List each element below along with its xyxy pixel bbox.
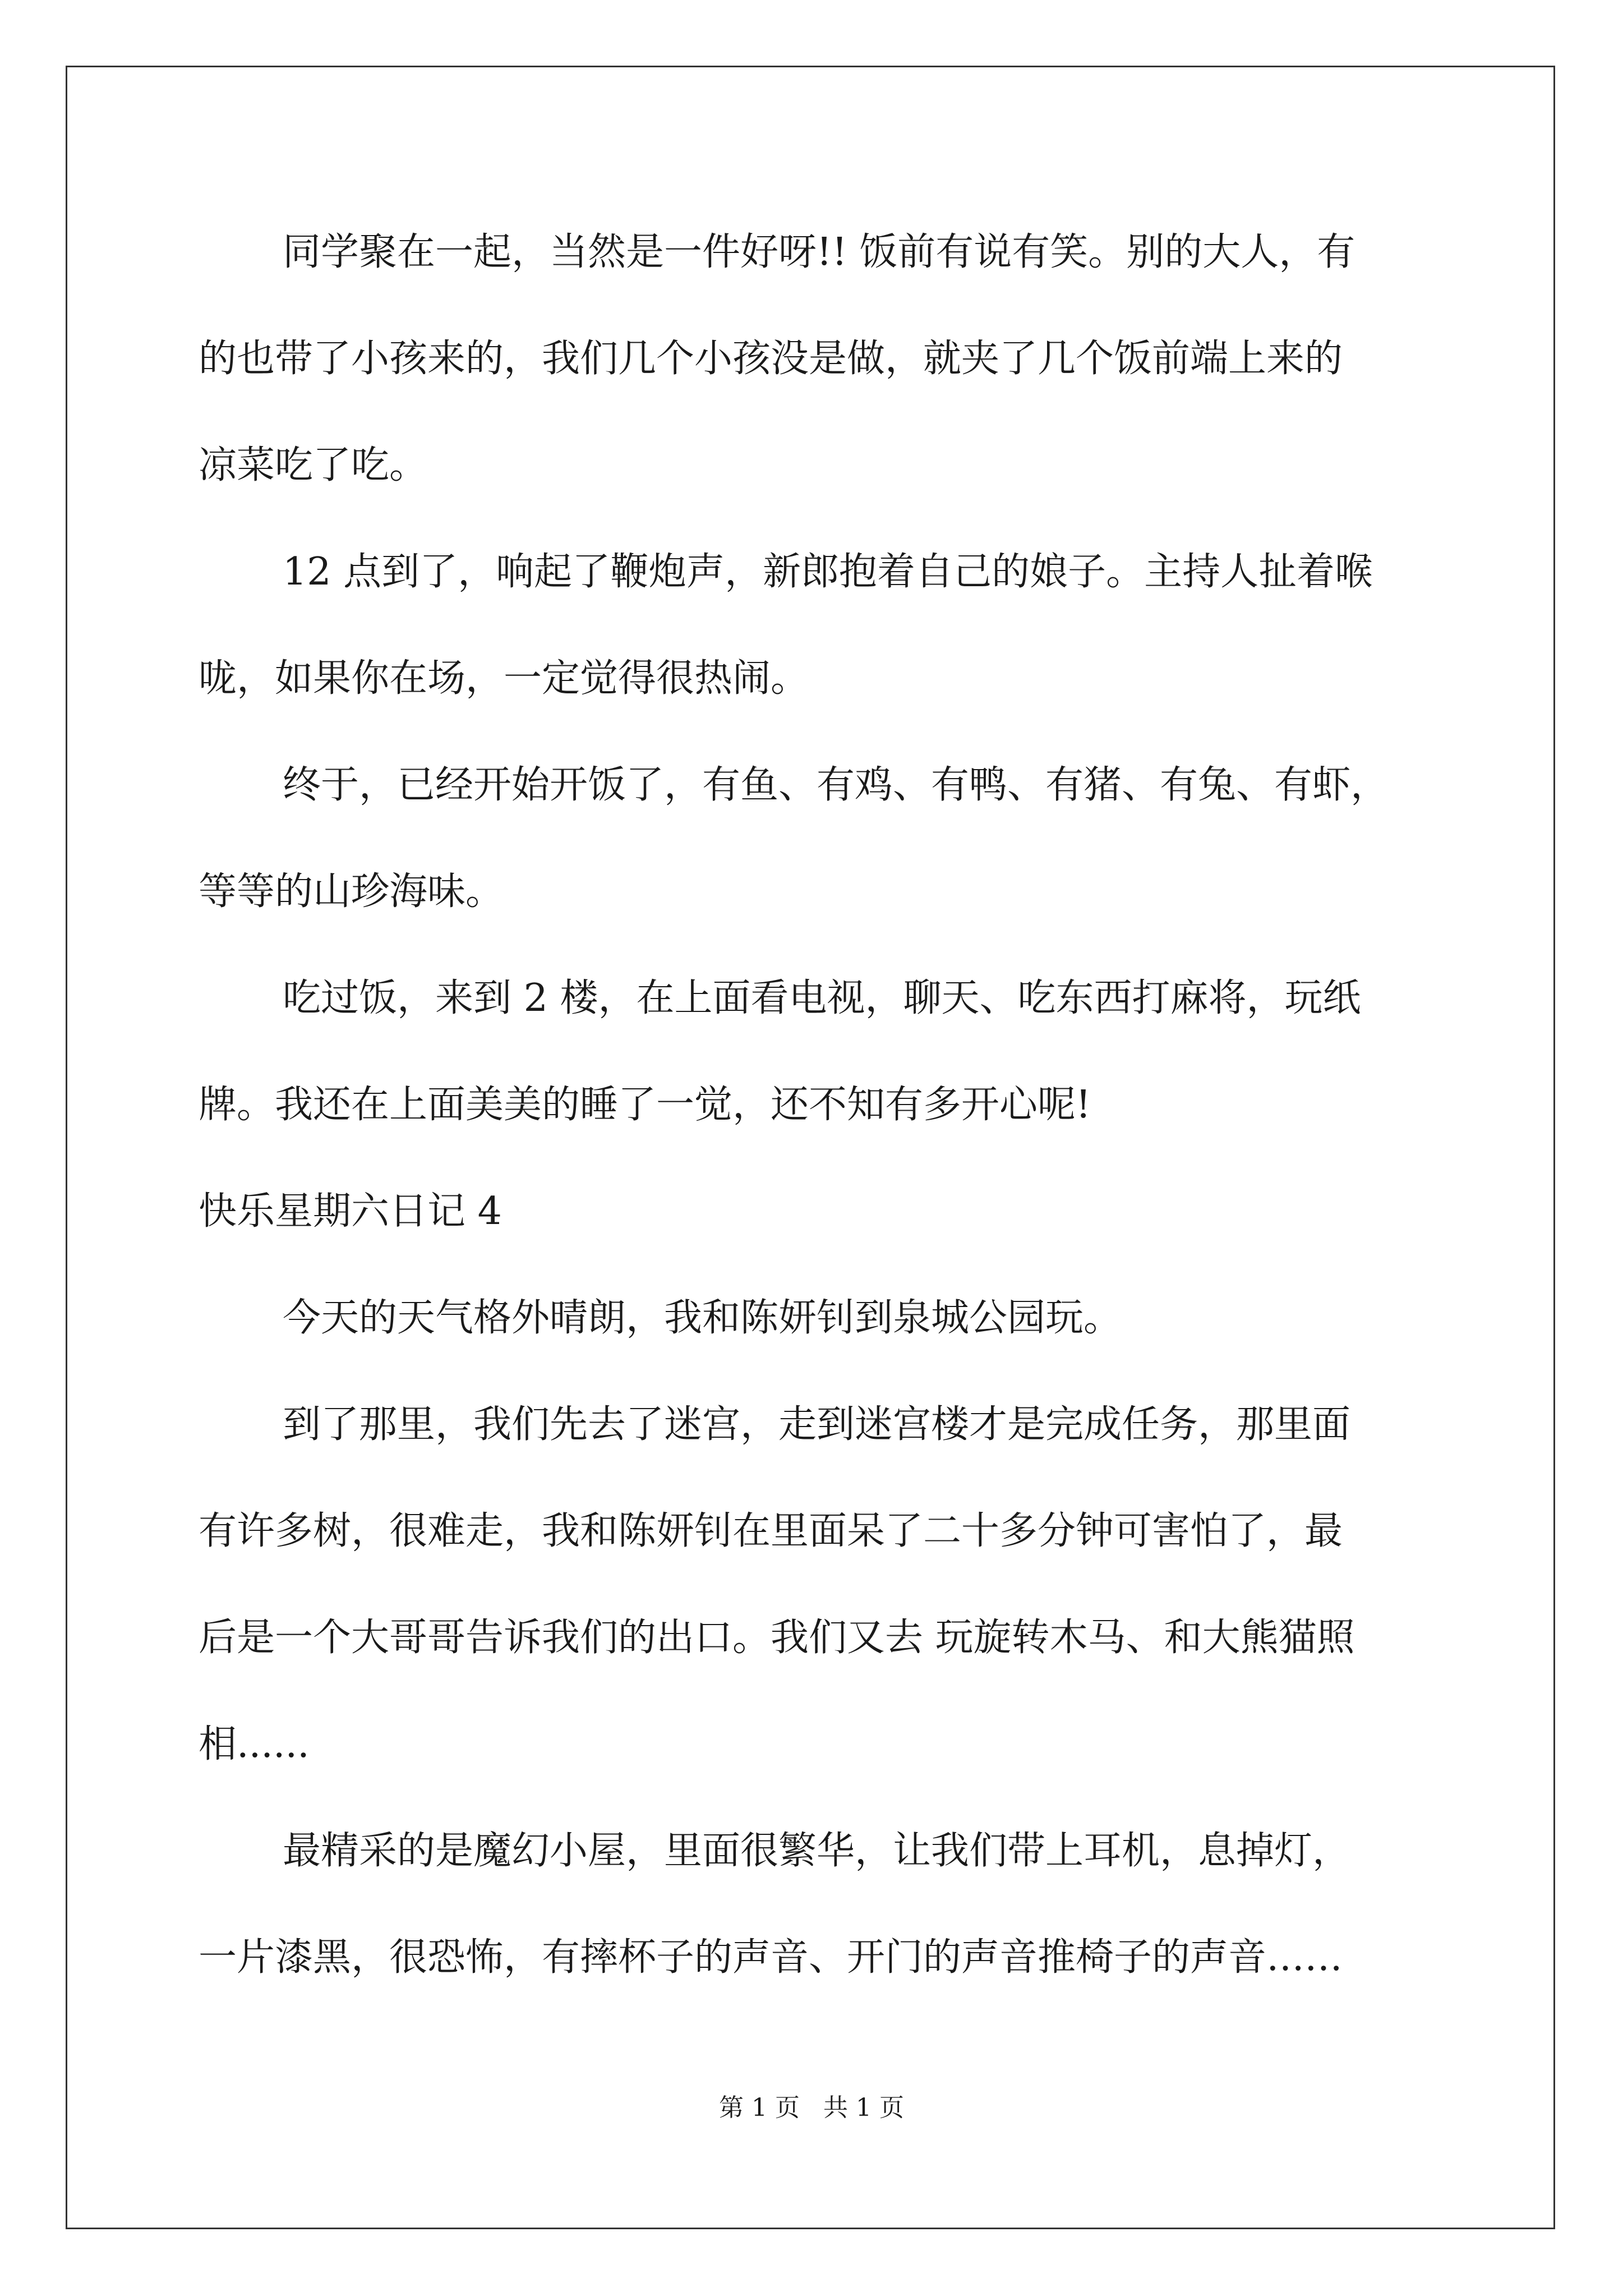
paragraph-line: 凉菜吃了吃。 [199,443,428,487]
paragraph-line: 相...... [199,1722,310,1766]
paragraph-line: 等等的山珍海味。 [199,869,504,914]
paragraph-line: 同学聚在一起，当然是一件好呀!! 饭前有说有笑。别的大人，有 [283,230,1355,274]
paragraph-line: 终于，已经开始开饭了，有鱼、有鸡、有鸭、有猪、有兔、有虾， [283,763,1389,807]
page-border [66,66,1555,2229]
page-footer: 第 1 页 共 1 页 [719,2093,904,2122]
paragraph-line: 最精采的是魔幻小屋，里面很繁华，让我们带上耳机，息掉灯， [283,1829,1351,1873]
paragraph-line: 12 点到了，响起了鞭炮声，新郎抱着自己的娘子。主持人扯着喉 [283,550,1373,594]
paragraph-line: 后是一个大哥哥告诉我们的出口。我们又去 玩旋转木马、和大熊猫照 [199,1616,1355,1660]
paragraph-line: 有许多树，很难走，我和陈妍钊在里面呆了二十多分钟可害怕了，最 [199,1509,1343,1553]
paragraph-line: 一片漆黑，很恐怖，有摔杯子的声音、开门的声音推椅子的声音…… [199,1935,1343,1980]
section-heading: 快乐星期六日记 4 [199,1189,502,1234]
paragraph-line: 的也带了小孩来的，我们几个小孩没是做，就夹了几个饭前端上来的 [199,337,1343,381]
paragraph-line: 吃过饭，来到 2 楼，在上面看电视，聊天、吃东西打麻将，玩纸 [283,976,1361,1020]
paragraph-line: 今天的天气格外晴朗，我和陈妍钊到泉城公园玩。 [283,1296,1122,1340]
paragraph-line: 牌。我还在上面美美的睡了一觉，还不知有多开心呢! [199,1083,1091,1127]
paragraph-line: 咙，如果你在场，一定觉得很热闹。 [199,656,809,701]
paragraph-line: 到了那里，我们先去了迷宫，走到迷宫楼才是完成任务，那里面 [283,1402,1351,1447]
